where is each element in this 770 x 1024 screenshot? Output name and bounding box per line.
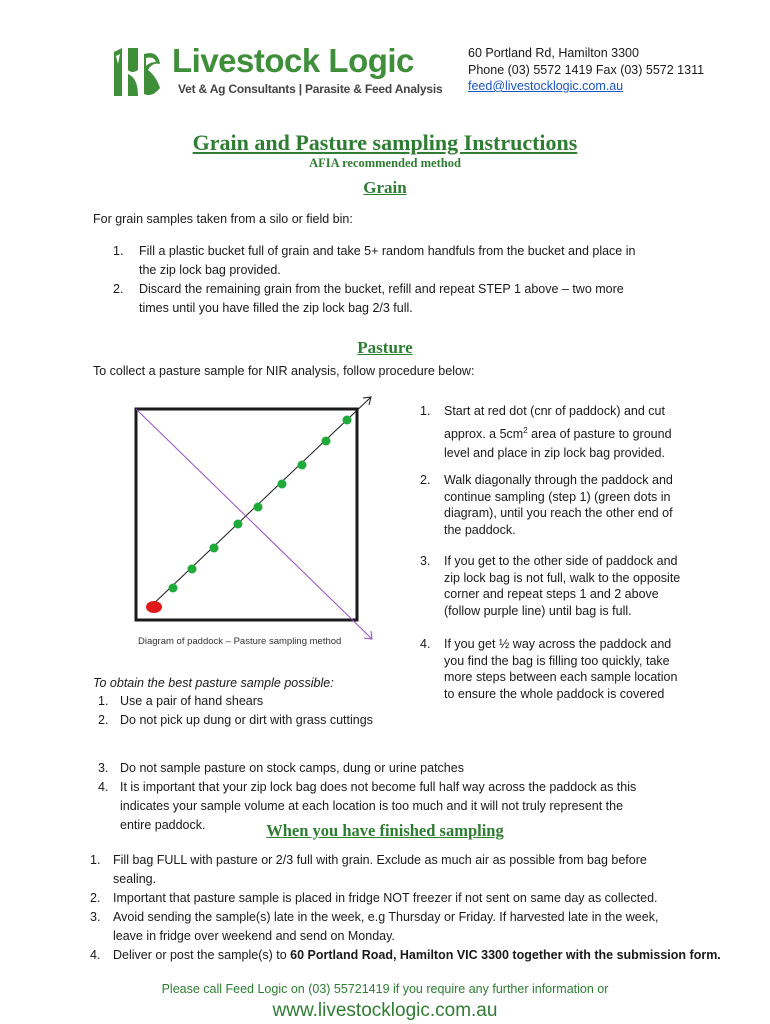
step-text-line: Fill a plastic bucket full of grain and take 5+ random handfuls from the bucket and place in — [139, 244, 636, 258]
step-text-line: Use a pair of hand shears — [120, 694, 264, 708]
step-text-line: Do not sample pasture on stock camps, dung or urine patches — [120, 761, 464, 775]
contact-phone-fax: Phone (03) 5572 1419 Fax (03) 5572 1311 — [468, 62, 705, 77]
step-text-line: diagram), until you reach the other end of — [444, 506, 673, 521]
step-text-line: more steps between each sample location — [444, 670, 678, 685]
green-sample-dot — [210, 544, 219, 553]
list-item — [113, 280, 733, 318]
step-number: 3. — [98, 761, 109, 775]
grain-intro: For grain samples taken from a silo or field bin: — [93, 212, 353, 226]
logo-tagline: Vet & Ag Consultants | Parasite & Feed Analysis — [178, 82, 443, 96]
step-text-line: leave in fridge over weekend and send on Monday. — [113, 929, 395, 943]
step-number: 3. — [90, 910, 101, 924]
best-sample-list — [98, 692, 738, 730]
list-item — [90, 946, 740, 965]
step-number: 4. — [420, 637, 431, 652]
pasture-intro: To collect a pasture sample for NIR analysis, follow procedure below: — [93, 364, 475, 378]
step-text-line: you find the bag is filling too quickly, take — [444, 653, 670, 668]
step-number: 2. — [98, 713, 109, 727]
step-text-line: It is important that your zip lock bag does not become full half way across the paddock as this — [120, 780, 637, 794]
footer-note: Please call Feed Logic on (03) 55721419 if you require any further information or — [161, 982, 609, 996]
step-text-line: entire paddock. — [120, 818, 206, 832]
grain-heading: Grain — [363, 178, 407, 197]
step-number: 1. — [90, 853, 101, 867]
list-item — [420, 553, 720, 619]
contact-email-link[interactable]: feed@livestocklogic.com.au — [468, 79, 624, 93]
step-text-line: If you get ½ way across the paddock and — [444, 637, 672, 652]
step-number: 2. — [90, 891, 101, 905]
step-text-part: area of pasture to ground — [527, 427, 672, 442]
step-text-line: Discard the remaining grain from the bucket, refill and repeat STEP 1 above – two more — [139, 282, 624, 296]
list-item — [98, 711, 738, 730]
green-sample-dot — [298, 461, 307, 470]
step-text-line: Fill bag FULL with pasture or 2/3 full with grain. Exclude as much air as possible from bag before — [113, 853, 647, 867]
step-number: 1. — [98, 694, 109, 708]
step-number: 4. — [98, 780, 109, 794]
step-text-line: continue sampling (step 1) (green dots in — [444, 489, 671, 504]
step-text-line: level and place in zip lock bag provided. — [444, 446, 665, 461]
step-text-line — [444, 421, 720, 444]
page-subtitle: AFIA recommended method — [309, 156, 461, 170]
paddock-diagram — [110, 390, 390, 645]
website-link[interactable]: www.livestocklogic.com.au — [272, 1000, 498, 1021]
step-text-line: zip lock bag is not full, walk to the opposite — [444, 570, 681, 585]
step-text-line — [113, 946, 740, 965]
step-number: 1. — [113, 244, 124, 258]
step-text-line: If you get to the other side of paddock and — [444, 554, 678, 569]
step-text-line: Avoid sending the sample(s) late in the week, e.g Thursday or Friday. If harvested late in the week, — [113, 910, 659, 924]
purple-return-line — [136, 409, 372, 639]
step-text-line: Start at red dot (cnr of paddock) and cut — [444, 404, 665, 418]
green-sample-dot — [343, 416, 352, 425]
list-item — [90, 851, 740, 889]
red-start-dot — [146, 601, 162, 613]
green-sample-dot — [254, 503, 263, 512]
step-text-line: Walk diagonally through the paddock and — [444, 473, 673, 488]
step-text-line: Do not pick up dung or dirt with grass cuttings — [120, 713, 373, 727]
superscript: 2 — [523, 426, 528, 435]
step-text-part: approx. a 5cm — [444, 427, 524, 442]
list-item — [98, 759, 738, 778]
diagram-caption: Diagram of paddock – Pasture sampling method — [138, 636, 342, 647]
logo-wordmark: Livestock Logic — [172, 42, 414, 79]
livestock-logic-logo-icon — [108, 44, 164, 100]
list-item — [90, 908, 740, 946]
step-text-part: Deliver or post the sample(s) to — [113, 948, 291, 962]
pasture-steps — [420, 402, 720, 702]
page-title: Grain and Pasture sampling Instructions — [192, 130, 578, 155]
finished-heading: When you have finished sampling — [266, 821, 504, 840]
step-text-line: the zip lock bag provided. — [139, 263, 281, 277]
green-sample-dot — [188, 565, 197, 574]
list-item — [420, 472, 720, 538]
list-item — [420, 402, 720, 463]
list-item — [98, 692, 738, 711]
step-text-line: the paddock. — [444, 522, 516, 537]
step-number: 2. — [420, 473, 431, 488]
step-number: 3. — [420, 554, 431, 569]
step-text-line: indicates your sample volume at each location is too much and it will not truly represent the — [120, 799, 624, 813]
best-sample-title: To obtain the best pasture sample possible: — [93, 676, 334, 690]
delivery-address: 60 Portland Road, Hamilton VIC 3300 together with the submission form. — [290, 948, 721, 962]
step-number: 1. — [420, 404, 431, 418]
step-text-line: corner and repeat steps 1 and 2 above — [444, 587, 659, 602]
green-sample-dot — [234, 520, 243, 529]
green-sample-dot — [278, 480, 287, 489]
grain-steps — [113, 242, 733, 318]
step-text-line: (follow purple line) until bag is full. — [444, 603, 632, 618]
finished-steps — [90, 851, 740, 965]
green-sample-dot — [322, 437, 331, 446]
pasture-heading: Pasture — [357, 338, 413, 357]
step-text-line: sealing. — [113, 872, 157, 886]
contact-block — [468, 45, 704, 95]
step-text-line: to ensure the whole paddock is covered — [444, 686, 665, 701]
list-item — [90, 889, 740, 908]
step-number: 2. — [113, 282, 124, 296]
green-sample-dot — [169, 584, 178, 593]
step-text-line: Important that pasture sample is placed in fridge NOT freezer if not sent on same day as collected. — [113, 891, 658, 905]
step-text-line: times until you have filled the zip lock bag 2/3 full. — [139, 301, 413, 315]
contact-address: 60 Portland Rd, Hamilton 3300 — [468, 46, 639, 60]
step-number: 4. — [90, 948, 101, 962]
list-item — [113, 242, 733, 280]
